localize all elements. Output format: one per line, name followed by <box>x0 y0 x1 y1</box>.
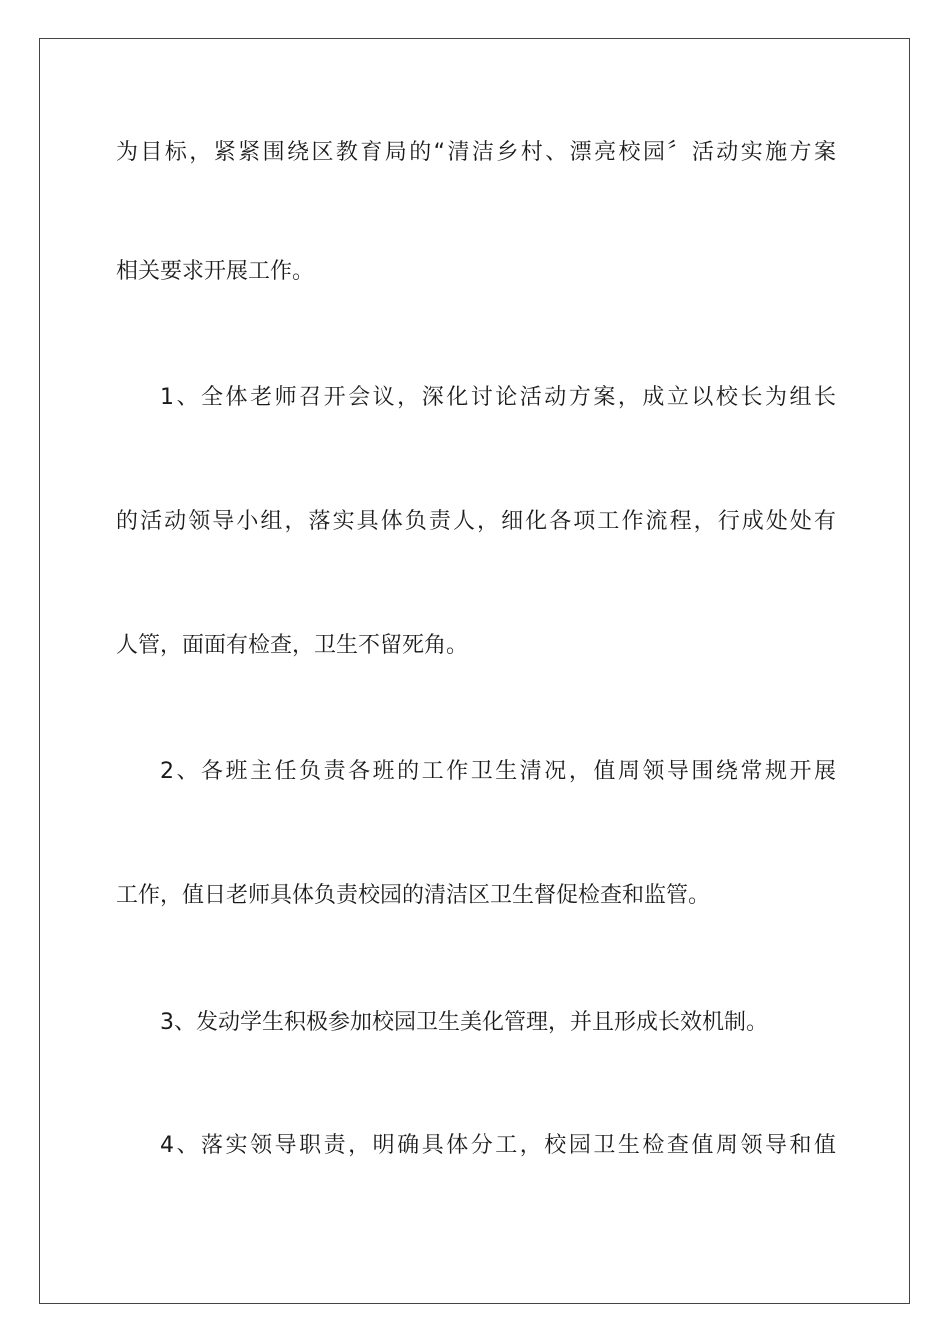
paragraph-item-4: 4、落实领导职责，明确具体分工，校园卫生检查值周领导和值 <box>160 1133 836 1158</box>
text-line: 人管，面面有检查，卫生不留死角。 <box>116 633 469 658</box>
paragraph-item-2: 2、各班主任负责各班的工作卫生清况，值周领导围绕常规开展 <box>160 759 836 784</box>
text-line: 的活动领导小组，落实具体负责人，细化各项工作流程，行成处处有 <box>116 509 836 534</box>
text-line: 相关要求开展工作。 <box>116 259 315 284</box>
paragraph-item-3: 3、发动学生积极参加校园卫生美化管理，并且形成长效机制。 <box>160 1010 768 1035</box>
text-line: 为目标，紧紧围绕区教育局的“清洁乡村、漂亮校园〞活动实施方案 <box>116 140 836 165</box>
text-line: 工作，值日老师具体负责校园的清洁区卫生督促检查和监管。 <box>116 883 711 908</box>
paragraph-item-1: 1、全体老师召开会议，深化讨论活动方案，成立以校长为组长 <box>160 385 836 410</box>
page-border <box>39 38 910 1304</box>
